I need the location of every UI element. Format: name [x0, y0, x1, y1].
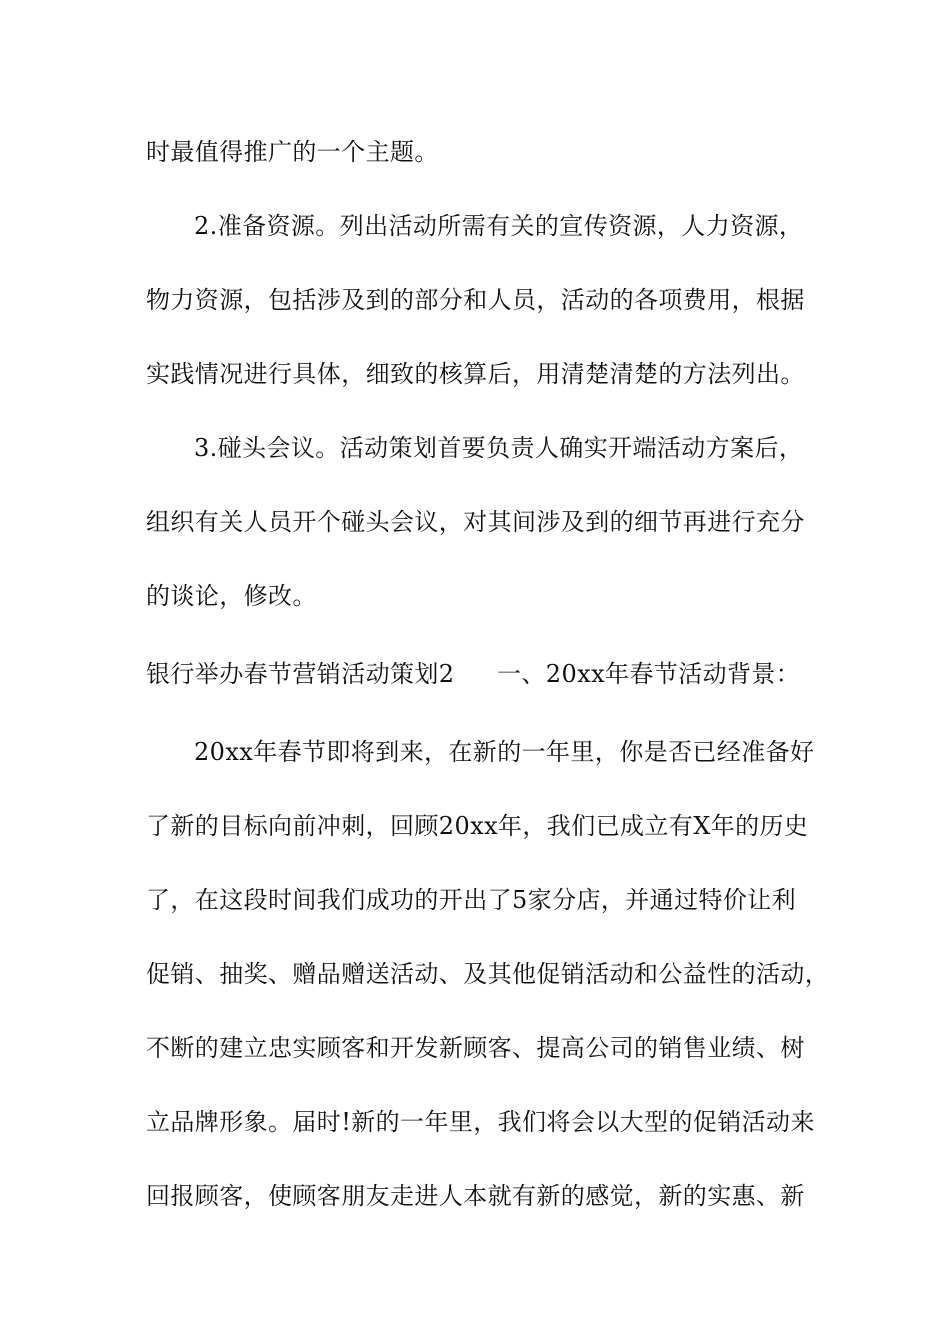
paragraph-line: 物力资源，包括涉及到的部分和人员，活动的各项费用，根据 — [146, 286, 805, 314]
paragraph-line: 2.准备资源。列出活动所需有关的宣传资源，人力资源， — [194, 212, 804, 240]
paragraph-line: 时最值得推广的一个主题。 — [146, 138, 439, 166]
paragraph-line: 的谈论，修改。 — [146, 582, 317, 610]
paragraph-line: 组织有关人员开个碰头会议，对其间涉及到的细节再进行充分 — [146, 508, 805, 536]
paragraph-line: 了新的目标向前冲刺，回顾20xx年，我们已成立有X年的历史 — [146, 812, 809, 840]
paragraph-line: 20xx年春节即将到来，在新的一年里，你是否已经准备好 — [194, 738, 815, 766]
section-subtitle: 一、20xx年春节活动背景： — [497, 660, 801, 688]
paragraph-line: 促销、抽奖、赠品赠送活动、及其他促销活动和公益性的活动， — [146, 960, 830, 988]
paragraph-line: 了，在这段时间我们成功的开出了5家分店，并通过特价让利 — [146, 886, 797, 914]
paragraph-line: 不断的建立忠实顾客和开发新顾客、提高公司的销售业绩、树 — [146, 1034, 805, 1062]
paragraph-line: 回报顾客，使顾客朋友走进人本就有新的感觉，新的实惠、新 — [146, 1182, 805, 1210]
section-title: 银行举办春节营销活动策划2 — [146, 660, 455, 688]
paragraph-line: 实践情况进行具体，细致的核算后，用清楚清楚的方法列出。 — [146, 360, 805, 388]
paragraph-line: 3.碰头会议。活动策划首要负责人确实开端活动方案后， — [194, 434, 804, 462]
paragraph-line: 立品牌形象。届时!新的一年里，我们将会以大型的促销活动来 — [146, 1108, 815, 1136]
